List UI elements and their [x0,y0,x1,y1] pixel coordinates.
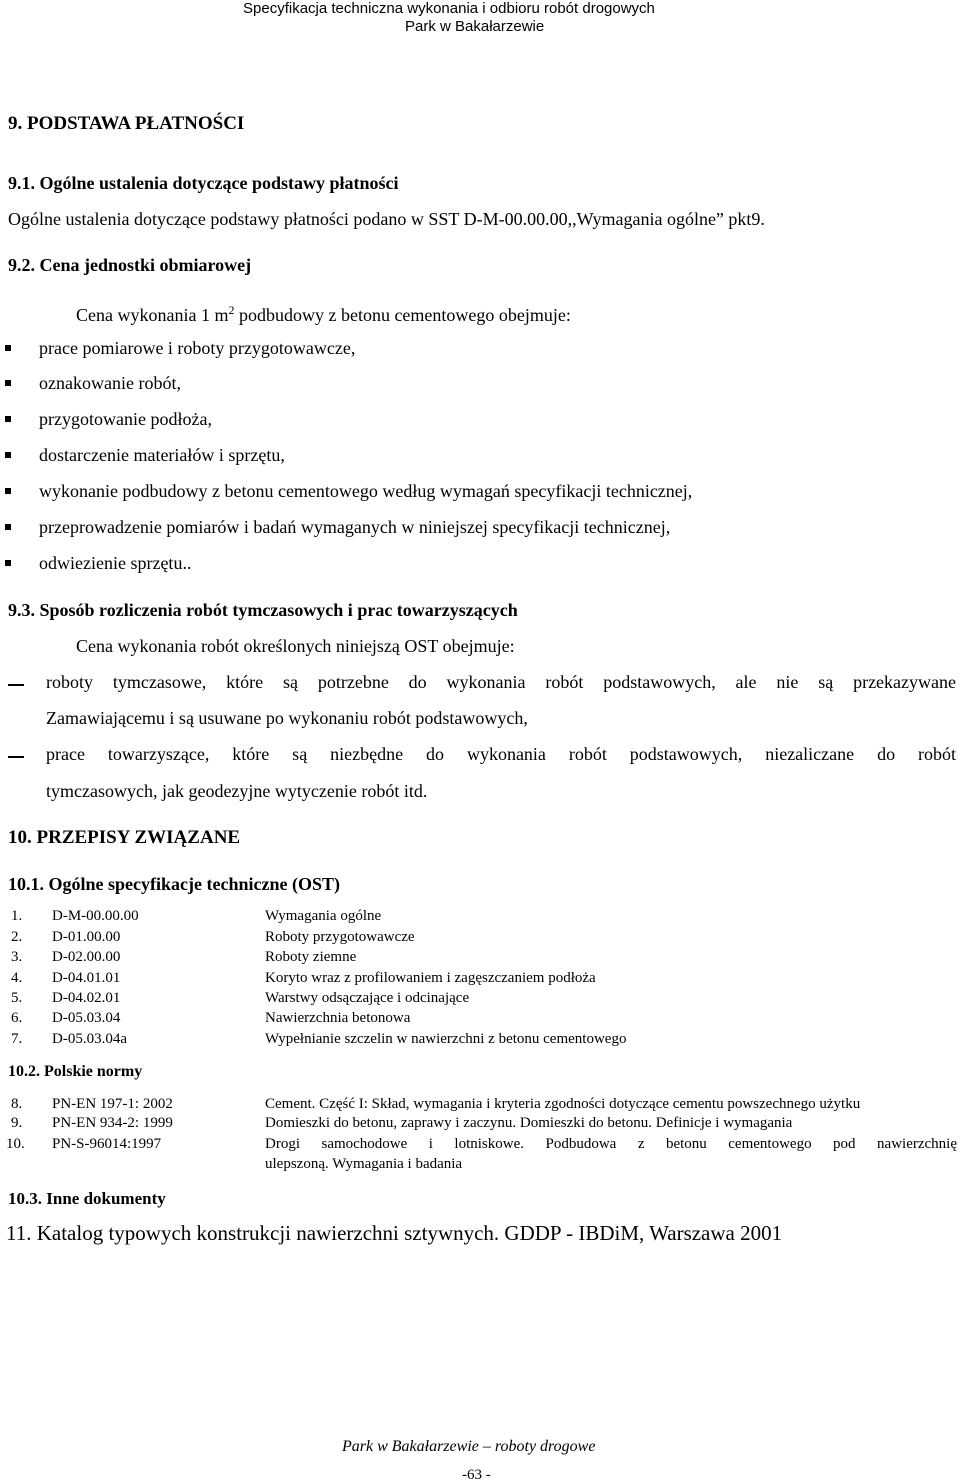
norm-code: PN-EN 934-2: 1999 [52,1115,173,1131]
bullet-icon [5,380,11,386]
ost-name: Nawierzchnia betonowa [265,1010,411,1026]
section-10-1-title: 10.1. Ogólne specyfikacje techniczne (OST) [8,874,340,894]
dash-icon [8,684,24,686]
list-item: przeprowadzenie pomiarów i badań wymaganych w niniejszej specyfikacji technicznej, [39,517,671,537]
ost-name: Wypełnianie szczelin w nawierzchni z betonu cementowego [265,1031,627,1047]
list-item: wykonanie podbudowy z betonu cementowego według wymagań specyfikacji technicznej, [39,481,693,501]
ost-num: 6. [11,1010,23,1026]
ost-num: 1. [11,908,23,924]
section-9-3-item-2-line-1: prace towarzyszące, które są niezbędne do wykonania robót podstawowych, niezaliczane do robót [46,744,956,764]
ost-num: 5. [11,990,23,1006]
section-9-2-intro [76,303,571,326]
norm-num: 9. [11,1115,23,1131]
other-doc-item: 11. Katalog typowych konstrukcji nawierzchni sztywnych. GDDP - IBDiM, Warszawa 2001 [6,1221,783,1245]
norm-name-line-1: Drogi samochodowe i lotniskowe. Podbudowa z betonu cementowego pod nawierzchnię [265,1136,957,1152]
intro-text-b: podbudowy z betonu cementowego obejmuje: [234,305,571,325]
header-line-1: Specyfikacja techniczna wykonania i odbioru robót drogowych [243,0,655,17]
list-item: dostarczenie materiałów i sprzętu, [39,445,285,465]
norm-name: Cement. Część I: Skład, wymagania i kryteria zgodności dotyczące cementu powszechnego użytku [265,1096,861,1112]
superscript-2: 2 [228,303,235,317]
bullet-icon [5,560,11,566]
ost-code: D-05.03.04 [52,1010,121,1026]
section-9-1-text: Ogólne ustalenia dotyczące podstawy płatności podano w SST D-M-00.00.00,,Wymagania ogólne” pkt9. [8,209,765,229]
ost-name: Warstwy odsączające i odcinające [265,990,470,1006]
section-9-1-title: 9.1. Ogólne ustalenia dotyczące podstawy płatności [8,173,399,193]
list-item: odwiezienie sprzętu.. [39,553,192,573]
section-9-3-item-2-line-2: tymczasowych, jak geodezyjne wytyczenie robót itd. [46,781,428,801]
ost-code: D-04.01.01 [52,970,121,986]
ost-code: D-01.00.00 [52,929,121,945]
ost-code: D-02.00.00 [52,949,121,965]
section-10-2-title: 10.2. Polskie normy [8,1063,143,1080]
ost-code: D-M-00.00.00 [52,908,139,924]
ost-code: D-04.02.01 [52,990,121,1006]
dash-icon [8,756,24,758]
ost-name: Roboty przygotowawcze [265,929,415,945]
norm-name-line-2: ulepszoną. Wymagania i badania [265,1156,463,1172]
section-10-title: 10. PRZEPISY ZWIĄZANE [8,827,241,848]
bullet-icon [5,488,11,494]
intro-text-a: Cena wykonania 1 m [76,305,229,325]
section-9-3-title: 9.3. Sposób rozliczenia robót tymczasowych i prac towarzyszących [8,600,518,620]
ost-num: 4. [11,970,23,986]
ost-num: 2. [11,929,23,945]
norm-num: 10. [6,1136,25,1152]
norm-name: Domieszki do betonu, zaprawy i zaczynu. Domieszki do betonu. Definicje i wymagania [265,1115,793,1131]
ost-name: Roboty ziemne [265,949,357,965]
section-9-title: 9. PODSTAWA PŁATNOŚCI [8,113,245,134]
ost-num: 7. [11,1031,23,1047]
norm-code: PN-S-96014:1997 [52,1136,162,1152]
section-9-3-item-1-line-2: Zamawiającemu i są usuwane po wykonaniu robót podstawowych, [46,708,528,728]
section-9-3-item-1-line-1: roboty tymczasowe, które są potrzebne do wykonania robót podstawowych, ale nie są przekazywane [46,672,956,692]
section-10-3-title: 10.3. Inne dokumenty [8,1189,166,1208]
bullet-icon [5,452,11,458]
bullet-icon [5,345,11,351]
list-item: przygotowanie podłoża, [39,409,212,429]
ost-name: Wymagania ogólne [265,908,382,924]
ost-name: Koryto wraz z profilowaniem i zagęszczaniem podłoża [265,970,596,986]
ost-num: 3. [11,949,23,965]
bullet-icon [5,524,11,530]
section-9-3-intro: Cena wykonania robót określonych niniejszą OST obejmuje: [76,636,515,656]
section-9-2-title: 9.2. Cena jednostki obmiarowej [8,255,252,275]
header-line-2: Park w Bakałarzewie [405,18,545,35]
bullet-icon [5,416,11,422]
page-number: -63 - [462,1467,491,1483]
norm-num: 8. [11,1096,23,1112]
ost-code: D-05.03.04a [52,1031,127,1047]
norm-code: PN-EN 197-1: 2002 [52,1096,173,1112]
list-item: prace pomiarowe i roboty przygotowawcze, [39,338,356,358]
footer-text: Park w Bakałarzewie – roboty drogowe [342,1438,596,1455]
list-item: oznakowanie robót, [39,373,181,393]
